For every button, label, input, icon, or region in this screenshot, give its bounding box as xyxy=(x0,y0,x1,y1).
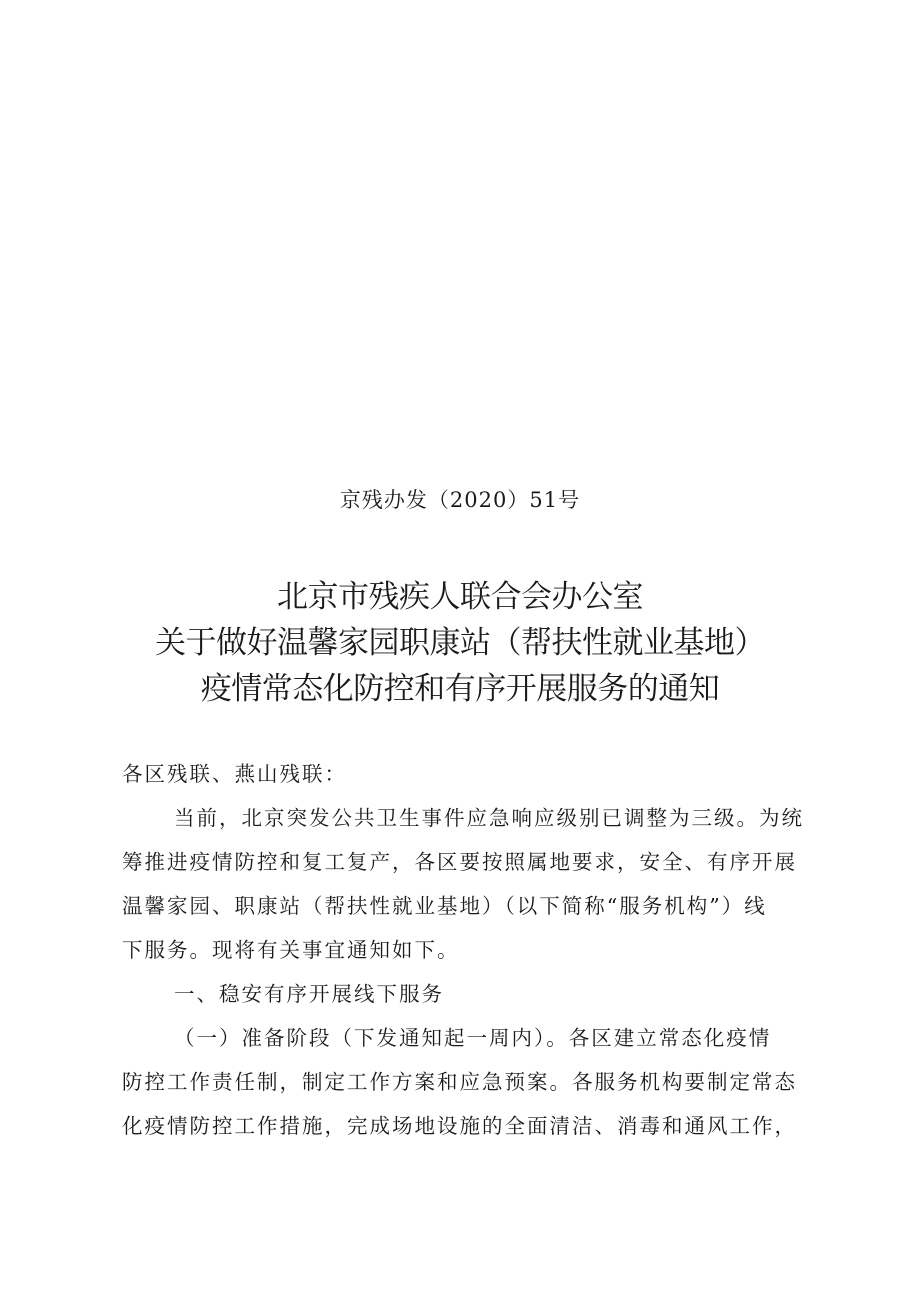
paragraph-line: 筹推进疫情防控和复工复产，各区要按照属地要求，安全、有序开展 xyxy=(122,850,797,874)
paragraph-line: 防控工作责任制，制定工作方案和应急预案。各服务机构要制定常态 xyxy=(122,1070,797,1094)
section-heading-1 xyxy=(122,972,812,1016)
section-heading-text: 一、稳安有序开展线下服务 xyxy=(174,982,444,1006)
paragraph-line: 下服务。现将有关事宜通知如下。 xyxy=(122,938,460,962)
paragraph-line: （一）准备阶段（下发通知起一周内）。各区建立常态化疫情 xyxy=(174,1026,772,1050)
paragraph-line: 当前，北京突发公共卫生事件应急响应级别已调整为三级。为统 xyxy=(174,806,804,830)
document-number: 京残办发（2020）51号 xyxy=(339,488,581,512)
paragraph-line: 温馨家园、职康站（帮扶性就业基地）（以下简称“服务机构”）线 xyxy=(122,894,767,918)
paragraph-line: 化疫情防控工作措施，完成场地设施的全面清洁、消毒和通风工作， xyxy=(122,1114,797,1138)
paragraph-intro xyxy=(122,796,812,972)
title-line-3: 疫情常态化防控和有序开展服务的通知 xyxy=(200,671,720,707)
document-title xyxy=(0,574,920,712)
paragraph-preparation xyxy=(122,1016,812,1148)
title-line-1: 北京市残疾人联合会办公室 xyxy=(277,579,643,615)
salutation: 各区残联、燕山残联： xyxy=(122,762,347,786)
title-line-2: 关于做好温馨家园职康站（帮扶性就业基地） xyxy=(155,625,765,661)
